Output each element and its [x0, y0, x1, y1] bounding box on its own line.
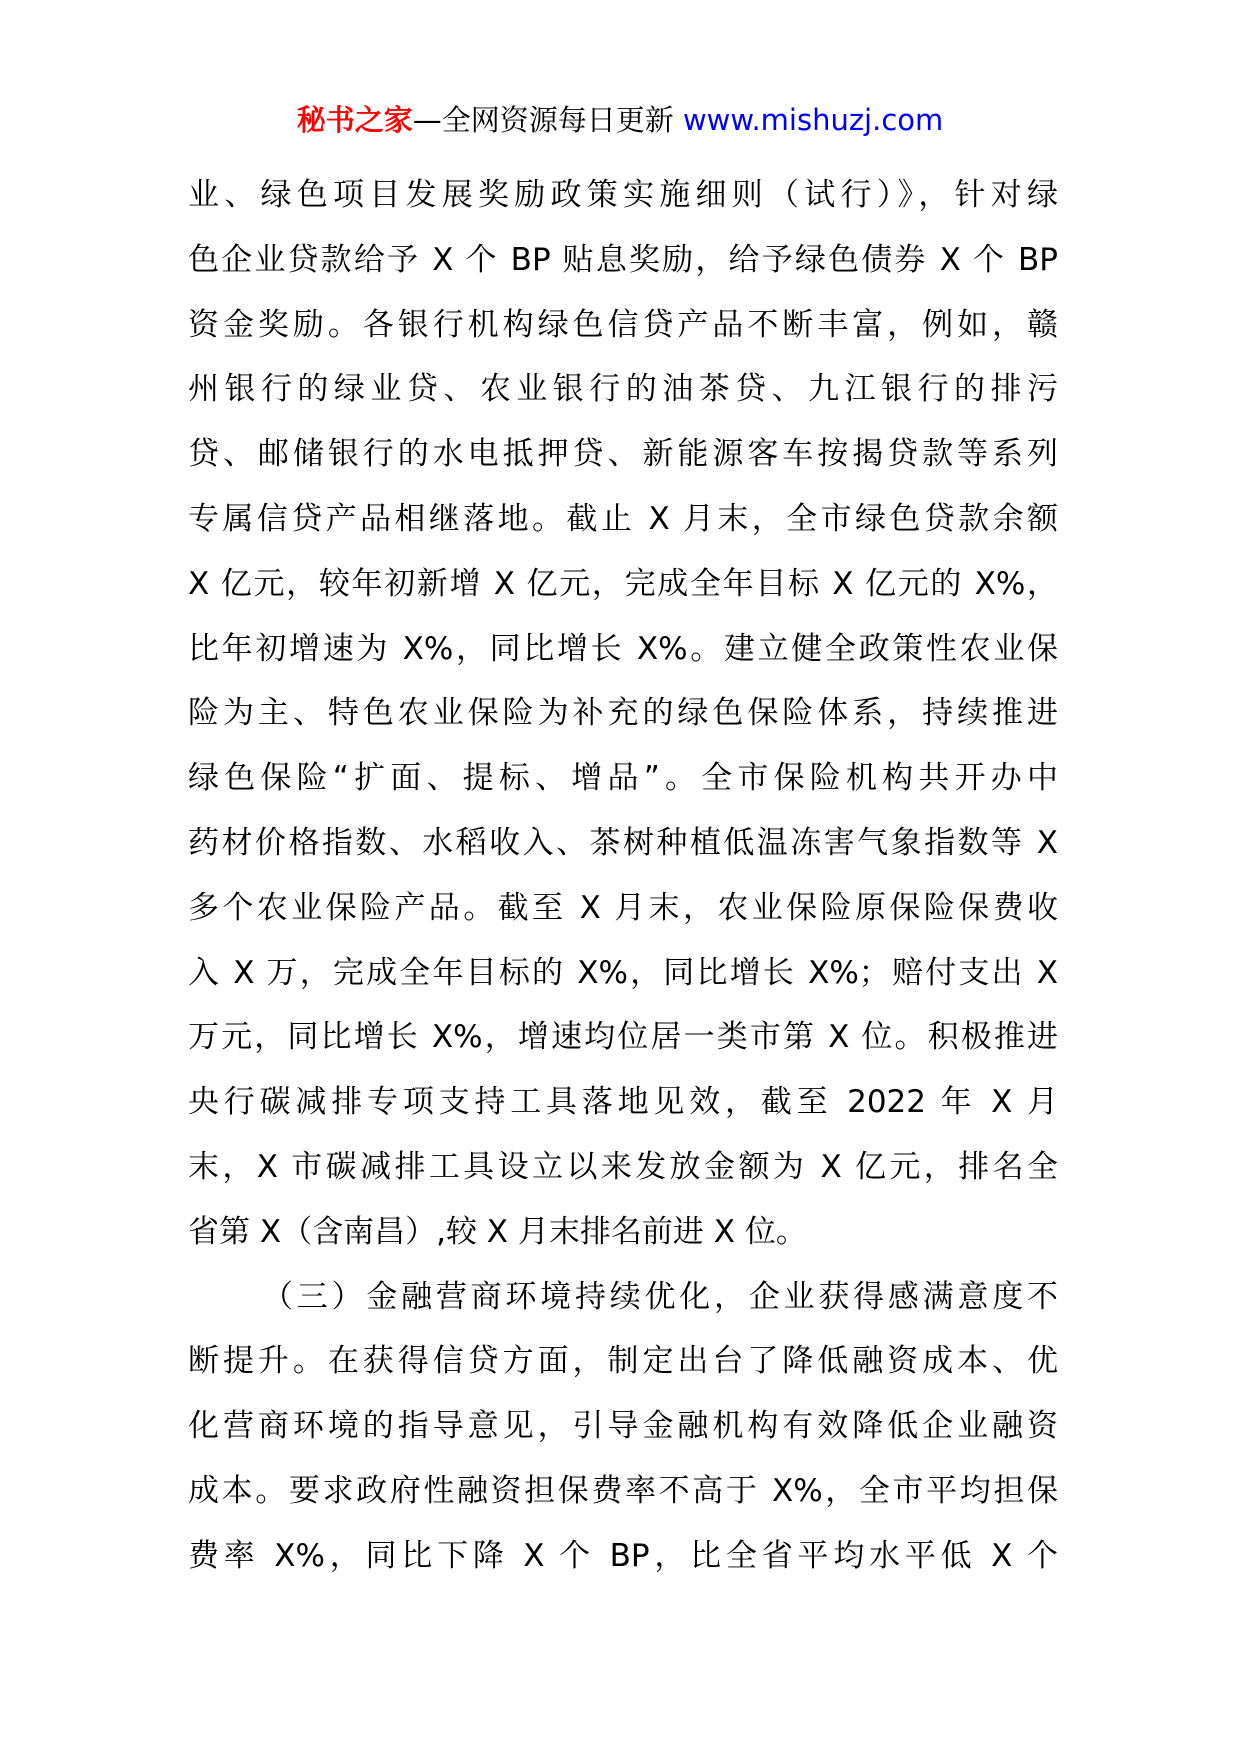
paragraph-line: 贷、邮储银行的水电抵押贷、新能源客车按揭贷款等系列	[188, 436, 1058, 473]
paragraph-line: 末，X 市碳减排工具设立以来发放金额为 X 亿元，排名全	[188, 1148, 1058, 1185]
paragraph-line: 险为主、特色农业保险为补充的绿色保险体系，持续推进	[188, 695, 1058, 732]
page-header	[0, 100, 1240, 140]
paragraph-line: 断提升。在获得信贷方面，制定出台了降低融资成本、优	[188, 1343, 1058, 1380]
paragraph-line: 绿色保险“扩面、提标、增品”。全市保险机构共开办中	[188, 760, 1058, 797]
paragraph-line: 专属信贷产品相继落地。截止 X 月末，全市绿色贷款余额	[188, 500, 1058, 537]
paragraph-line: 业、绿色项目发展奖励政策实施细则（试行）》，针对绿	[188, 177, 1058, 213]
site-url-link[interactable]: www.mishuzj.com	[682, 103, 944, 137]
document-body	[188, 163, 1058, 1589]
paragraph-line: 省第 X（含南昌）,较 X 月末排名前进 X 位。	[188, 1213, 807, 1250]
header-tagline: —全网资源每日更新	[412, 103, 683, 137]
brand-name: 秘书之家	[296, 103, 413, 137]
paragraph-line: 央行碳减排专项支持工具落地见效，截至 2022 年 X 月	[188, 1084, 1058, 1121]
paragraph-line: 入 X 万，完成全年目标的 X%，同比增长 X%；赔付支出 X	[188, 954, 1058, 991]
section-heading-line: （三）金融营商环境持续优化，企业获得感满意度不	[262, 1278, 1058, 1315]
paragraph-line: 色企业贷款给予 X 个 BP 贴息奖励，给予绿色债券 X 个 BP	[188, 241, 1058, 278]
paragraph-line: 成本。要求政府性融资担保费率不高于 X%，全市平均担保	[188, 1472, 1058, 1509]
paragraph-line: 多个农业保险产品。截至 X 月末，农业保险原保险保费收	[188, 889, 1058, 926]
paragraph-line: 州银行的绿业贷、农业银行的油茶贷、九江银行的排污	[188, 371, 1058, 408]
paragraph-line: 资金奖励。各银行机构绿色信贷产品不断丰富，例如，赣	[188, 306, 1058, 343]
paragraph-line: 费率 X%，同比下降 X 个 BP，比全省平均水平低 X 个	[188, 1537, 1058, 1574]
paragraph-line: X 亿元，较年初新增 X 亿元，完成全年目标 X 亿元的 X%，	[188, 565, 1058, 602]
paragraph-line: 药材价格指数、水稻收入、茶树种植低温冻害气象指数等 X	[188, 824, 1058, 861]
paragraph-line: 化营商环境的指导意见，引导金融机构有效降低企业融资	[188, 1408, 1058, 1445]
paragraph-line: 万元，同比增长 X%，增速均位居一类市第 X 位。积极推进	[188, 1019, 1058, 1056]
paragraph-line: 比年初增速为 X%，同比增长 X%。建立健全政策性农业保	[188, 630, 1058, 667]
